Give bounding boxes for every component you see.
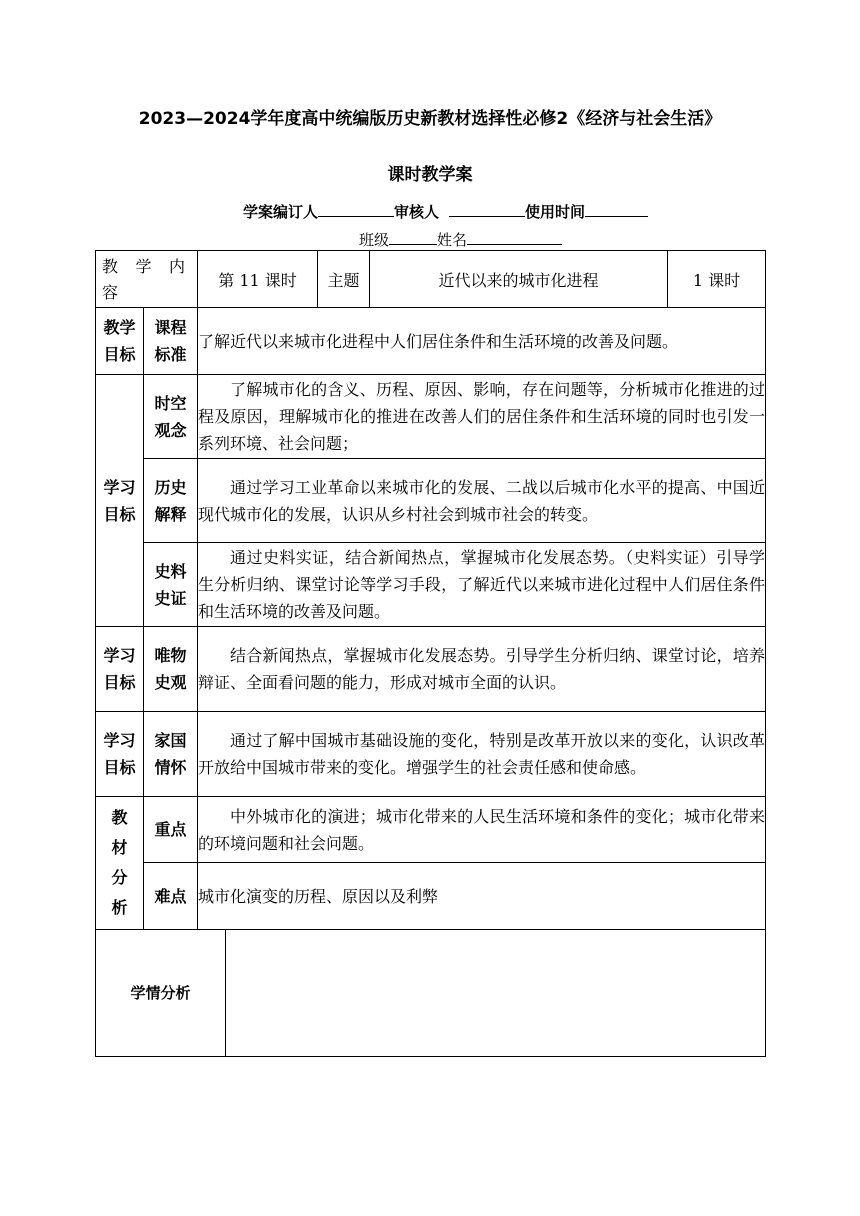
patriotism-text: 通过了解中国城市基础设施的变化，特别是改革开放以来的变化，认识改革开放给中国城市带来的变化。增强学生的社会责任感和使命感。	[198, 712, 766, 797]
name-blank[interactable]	[467, 230, 562, 245]
key-point-label: 重点	[144, 797, 198, 863]
time-blank[interactable]	[585, 202, 648, 217]
difficulty-label: 难点	[144, 863, 198, 930]
learning-goal-row-1	[96, 375, 766, 459]
meta-line-editors	[243, 201, 648, 222]
editor-label: 学案编订人	[243, 203, 319, 221]
evidence-label: 史料史证	[144, 543, 198, 627]
content-label-cell	[96, 251, 198, 308]
name-label: 姓名	[437, 231, 468, 249]
meta-line-student	[359, 229, 562, 250]
curriculum-standard-label: 课程标准	[144, 308, 198, 375]
content-label: 教 学 内 容	[102, 257, 192, 302]
class-label: 班级	[359, 231, 390, 249]
class-blank[interactable]	[389, 230, 437, 245]
lesson-plan-table	[95, 250, 766, 1057]
key-point-row	[96, 797, 766, 863]
lesson-hours: 1 课时	[668, 251, 766, 308]
header-row	[96, 251, 766, 308]
patriotism-label: 家国情怀	[144, 712, 198, 797]
spacetime-text: 了解城市化的含义、历程、原因、影响，存在问题等，分析城市化推进的过程及原因，理解城市化的推进在改善人们的居住条件和生活环境的同时也引发一系列环境、社会问题；	[198, 375, 766, 459]
curriculum-standard-text: 了解近代以来城市化进程中人们居住条件和生活环境的改善及问题。	[198, 308, 766, 375]
lesson-number: 第 11 课时	[198, 251, 318, 308]
teaching-goal-label: 教学目标	[96, 308, 144, 375]
difficulty-text: 城市化演变的历程、原因以及利弊	[198, 863, 766, 930]
student-analysis-content[interactable]	[226, 930, 766, 1057]
learning-goal-row-3	[96, 543, 766, 627]
patriotism-goal-label: 学习目标	[96, 712, 144, 797]
learning-goal-row-2	[96, 459, 766, 543]
materialism-text: 结合新闻热点，掌握城市化发展态势。引导学生分析归纳、课堂讨论，培养辩证、全面看问题的能力，形成对城市全面的认识。	[198, 627, 766, 712]
topic-label: 主题	[318, 251, 370, 308]
spacetime-label: 时空观念	[144, 375, 198, 459]
materialism-label: 唯物史观	[144, 627, 198, 712]
textbook-analysis-label: 教材分析	[96, 797, 144, 930]
materialism-row	[96, 627, 766, 712]
materialism-goal-label: 学习目标	[96, 627, 144, 712]
key-point-text: 中外城市化的演进；城市化带来的人民生活环境和条件的变化；城市化带来的环境问题和社会问题。	[198, 797, 766, 863]
editor-blank[interactable]	[318, 202, 394, 217]
evidence-text: 通过史料实证，结合新闻热点，掌握城市化发展态势。（史料实证）引导学生分析归纳、课堂讨论等学习手段，了解近代以来城市进化过程中人们居住条件和生活环境的改善及问题。	[198, 543, 766, 627]
patriotism-row	[96, 712, 766, 797]
topic-title: 近代以来的城市化进程	[370, 251, 668, 308]
reviewer-label: 审核人	[394, 203, 440, 221]
document-title: 2023—2024学年度高中统编版历史新教材选择性必修2《经济与社会生活》	[138, 109, 722, 129]
reviewer-blank[interactable]	[449, 202, 525, 217]
student-analysis-label: 学情分析	[96, 930, 226, 1057]
time-label: 使用时间	[525, 203, 586, 221]
historical-interpretation-label: 历史解释	[144, 459, 198, 543]
document-subtitle: 课时教学案	[387, 165, 473, 185]
learning-goal-label: 学习目标	[96, 375, 144, 627]
difficulty-row	[96, 863, 766, 930]
teaching-goal-row	[96, 308, 766, 375]
historical-interpretation-text: 通过学习工业革命以来城市化的发展、二战以后城市化水平的提高、中国近现代城市化的发展，认识从乡村社会到城市社会的转变。	[198, 459, 766, 543]
student-analysis-row	[96, 930, 766, 1057]
